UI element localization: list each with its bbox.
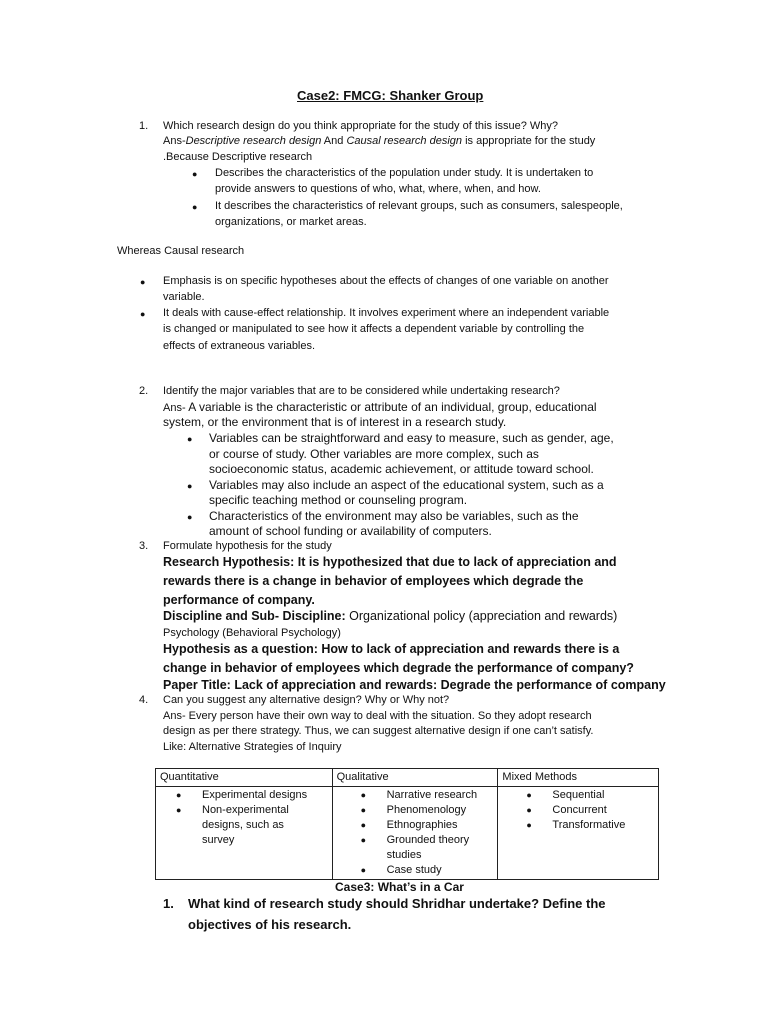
q3-pt-label: Paper Title: (163, 678, 231, 692)
q1-because: .Because Descriptive research (163, 151, 313, 163)
table-row (156, 787, 659, 880)
q4-answer-line2: design as per there strategy. Thus, we can suggest alternative design if one can’t satisfy. (163, 725, 594, 737)
q1-bullet-2b: organizations, or market areas. (215, 216, 367, 228)
quantitative-cell (156, 787, 333, 880)
bullet-icon: ● (360, 835, 367, 845)
case3-q1-line2: objectives of his research. (188, 917, 352, 932)
list-item (502, 803, 654, 818)
bullet-icon: ● (360, 865, 367, 875)
bullet-icon: ● (526, 820, 532, 830)
bullet-icon: ● (187, 434, 193, 444)
whereas-heading: Whereas Causal research (117, 245, 245, 257)
bullet-icon: ● (176, 790, 182, 800)
causal-bullet-2a: It deals with cause-effect relationship. It involves experiment where an independent variable (163, 307, 610, 319)
q1-bullet-1b: provide answers to questions of who, what, where, when, and how. (215, 183, 541, 195)
q2-bullet-3a: Characteristics of the environment may also be variables, such as the (209, 509, 579, 523)
list-item-text: Ethnographies (386, 819, 458, 831)
bullet-icon: ● (360, 790, 367, 800)
case3-title: Case3: What’s in a Car (335, 880, 464, 894)
list-item-text: Experimental designs (202, 789, 308, 801)
q3-research-hypothesis-2: rewards there is a change in behavior of employees which degrade the (163, 574, 584, 588)
list-item (160, 788, 328, 803)
q2-ans-text: A variable is the characteristic or attribute of an individual, group, educational (185, 400, 597, 414)
q3-discipline-line (163, 608, 617, 624)
q3-discipline-line2: Psychology (Behavioral Psychology) (163, 627, 341, 639)
bullet-icon: ● (360, 820, 367, 830)
causal-bullet-2b: is changed or manipulated to see how it affects a dependent variable by controlling the (163, 323, 585, 335)
bullet-icon: ● (360, 805, 367, 815)
q1-bullet-2a: It describes the characteristics of relevant groups, such as consumers, salespeople, (215, 200, 623, 212)
header-mixed-methods: Mixed Methods (498, 769, 659, 787)
bullet-icon: ● (140, 309, 146, 319)
q3-paper-title-line (163, 677, 666, 693)
q1-ans-design2: Causal research design (346, 135, 463, 147)
q2-bullet-1c: socioeconomic status, academic achievement, or attitude toward school. (209, 462, 594, 476)
q1-ans-suffix: is appropriate for the study (462, 135, 596, 147)
list-item (337, 803, 494, 818)
list-item-text: Phenomenology (386, 804, 467, 816)
case2-title: Case2: FMCG: Shanker Group (297, 88, 484, 103)
q4-answer-line3: Like: Alternative Strategies of Inquiry (163, 741, 342, 753)
table-header-row (156, 769, 659, 787)
list-item-text: Concurrent (552, 804, 607, 816)
q3-hypothesis-question-line (163, 641, 619, 657)
mixed-methods-cell (498, 787, 659, 880)
list-item (160, 803, 302, 848)
q2-bullet-1a: Variables can be straightforward and easy to measure, such as gender, age, (209, 431, 614, 445)
header-qualitative: Qualitative (332, 769, 498, 787)
bullet-icon: ● (526, 790, 532, 800)
q2-bullet-3b: amount of school funding or availability of computers. (209, 524, 492, 538)
causal-bullet-2c: effects of extraneous variables. (163, 340, 316, 352)
bullet-icon: ● (187, 481, 193, 491)
q3-research-hypothesis-3: performance of company. (163, 593, 315, 607)
q3-hq-label: Hypothesis as a question: (163, 642, 318, 656)
q4-number: 4. (139, 694, 149, 706)
q3-discipline-value: Organizational policy (appreciation and rewards) (345, 609, 618, 623)
bullet-icon: ● (526, 805, 532, 815)
q3-discipline-label: Discipline and Sub- Discipline: (163, 609, 346, 623)
causal-bullet-1a: Emphasis is on specific hypotheses about the effects of changes of one variable on another (163, 275, 609, 287)
list-item-text: Narrative research (386, 789, 478, 801)
q2-ans-prefix: Ans- (163, 402, 186, 414)
q2-bullet-2b: specific teaching method or counseling program. (209, 493, 468, 507)
bullet-icon: ● (176, 805, 182, 815)
list-item (337, 863, 494, 878)
q3-number: 3. (139, 540, 149, 552)
q2-bullet-1b: or course of study. Other variables are more complex, such as (209, 447, 539, 461)
q1-ans-and: And (321, 135, 347, 147)
bullet-icon: ● (192, 169, 198, 179)
causal-bullet-1b: variable. (163, 291, 205, 303)
list-item-text: Sequential (552, 789, 605, 801)
list-item (337, 788, 494, 803)
list-item-text: Non-experimental designs, such as survey (202, 804, 289, 846)
list-item-text: Transformative (552, 819, 626, 831)
q1-number: 1. (139, 120, 149, 132)
q2-number: 2. (139, 385, 149, 397)
bullet-icon: ● (140, 277, 146, 287)
q3-research-hypothesis-1: Research Hypothesis: It is hypothesized that due to lack of appreciation and (163, 555, 617, 569)
q1-bullet-1a: Describes the characteristics of the population under study. It is undertaken to (215, 167, 594, 179)
case3-q1-line1: What kind of research study should Shridhar undertake? Define the (188, 896, 606, 911)
q1-ans-prefix: Ans- (163, 135, 186, 147)
list-item (502, 818, 654, 833)
header-quantitative: Quantitative (156, 769, 333, 787)
q1-question: Which research design do you think appropriate for the study of this issue? Why? (163, 120, 558, 132)
list-item (502, 788, 654, 803)
q2-question: Identify the major variables that are to be considered while undertaking research? (163, 385, 560, 397)
q1-answer-line (163, 134, 595, 149)
q3-pt-value: Lack of appreciation and rewards: Degrade the performance of company (230, 678, 666, 692)
case3-q1-number: 1. (163, 896, 174, 911)
q3-hq-value: How to lack of appreciation and rewards there is a (317, 642, 620, 656)
list-item (337, 818, 494, 833)
list-item-text: Grounded theory studies (386, 834, 470, 861)
list-item-text: Case study (386, 864, 442, 876)
bullet-icon: ● (192, 202, 198, 212)
q3-hypothesis-question-line2: change in behavior of employees which degrade the performance of company? (163, 661, 634, 675)
qualitative-cell (332, 787, 498, 880)
q2-bullet-2a: Variables may also include an aspect of the educational system, such as a (209, 478, 604, 492)
q2-answer-line2: system, or the environment that is of interest in a research study. (163, 415, 507, 429)
bullet-icon: ● (187, 512, 193, 522)
q4-answer-line1: Ans- Every person have their own way to deal with the situation. So they adopt research (163, 710, 592, 722)
list-item (337, 833, 482, 863)
q4-question: Can you suggest any alternative design? Why or Why not? (163, 694, 450, 706)
inquiry-strategies-table (155, 768, 659, 880)
q1-ans-design1: Descriptive research design (185, 135, 322, 147)
q3-question: Formulate hypothesis for the study (163, 540, 332, 552)
